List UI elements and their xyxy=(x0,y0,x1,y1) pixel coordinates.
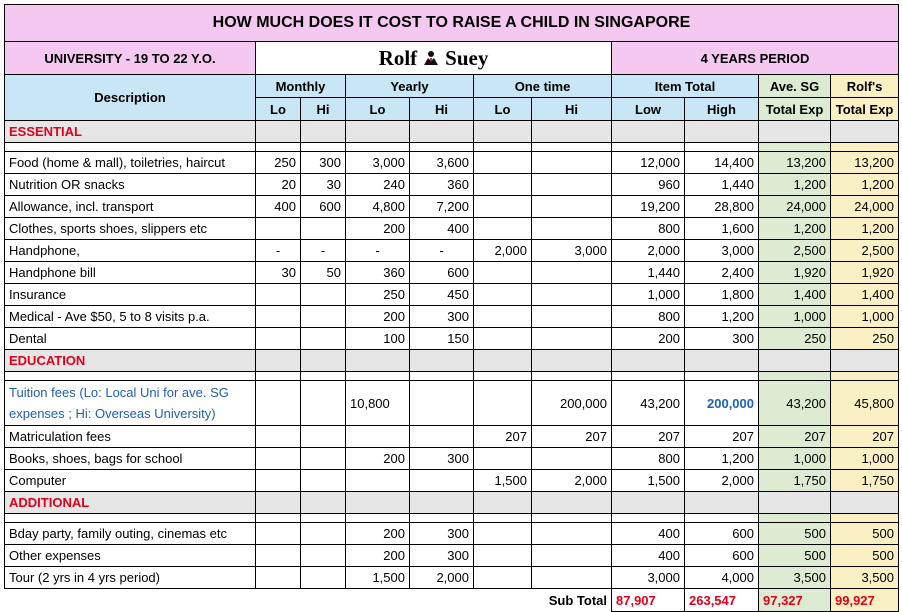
cell-y_hi: 150 xyxy=(410,328,474,350)
cell-m_hi xyxy=(301,284,346,306)
cell-o_hi xyxy=(532,152,612,174)
cell-ave: 1,000 xyxy=(759,306,831,328)
cell-o_lo xyxy=(474,545,532,567)
cell-y_lo: 200 xyxy=(346,218,410,240)
section-label-education: EDUCATION xyxy=(5,350,256,372)
spacer-row xyxy=(5,514,899,523)
table-row xyxy=(5,426,899,448)
cell-y_lo: 200 xyxy=(346,545,410,567)
spacer-cell xyxy=(759,372,831,381)
cell-high: 2,400 xyxy=(685,262,759,284)
cell-y_lo: 200 xyxy=(346,523,410,545)
section-fill xyxy=(685,350,759,372)
spacer-cell xyxy=(256,372,301,381)
cell-y_hi: 2,000 xyxy=(410,567,474,589)
header-onetime-hi: Hi xyxy=(532,98,612,121)
section-fill xyxy=(685,121,759,143)
cell-m_lo xyxy=(256,470,301,492)
section-fill xyxy=(256,121,301,143)
sheet-title: HOW MUCH DOES IT COST TO RAISE A CHILD IN SINGAPORE xyxy=(5,5,899,42)
section-fill xyxy=(346,350,410,372)
spacer-cell xyxy=(256,514,301,523)
cell-high: 300 xyxy=(685,328,759,350)
table-row xyxy=(5,174,899,196)
table-row xyxy=(5,328,899,350)
cell-y_hi: 600 xyxy=(410,262,474,284)
cell-ave: 13,200 xyxy=(759,152,831,174)
header-rolfs-total: Total Exp xyxy=(831,98,899,121)
cell-ave: 1,400 xyxy=(759,284,831,306)
header-total-low: Low xyxy=(612,98,685,121)
header-ave-sg: Ave. SG xyxy=(759,75,831,98)
cell-high: 600 xyxy=(685,545,759,567)
header-rolfs: Rolf's xyxy=(831,75,899,98)
section-fill xyxy=(831,492,899,514)
cell-y_hi: 450 xyxy=(410,284,474,306)
cell-ave: 1,200 xyxy=(759,218,831,240)
cell-rolf: 24,000 xyxy=(831,196,899,218)
subtotal-low: 87,907 xyxy=(612,589,685,612)
section-additional xyxy=(5,492,899,514)
cell-y_lo: 200 xyxy=(346,448,410,470)
cell-o_lo xyxy=(474,196,532,218)
cell-o_hi xyxy=(532,196,612,218)
header-monthly: Monthly xyxy=(256,75,346,98)
cell-m_lo xyxy=(256,284,301,306)
row-description: Tour (2 yrs in 4 yrs period) xyxy=(5,567,256,589)
cell-y_lo xyxy=(346,426,410,448)
row-description: Nutrition OR snacks xyxy=(5,174,256,196)
cell-rolf: 250 xyxy=(831,328,899,350)
row-description: Bday party, family outing, cinemas etc xyxy=(5,523,256,545)
row-description: Books, shoes, bags for school xyxy=(5,448,256,470)
cell-y_lo: 3,000 xyxy=(346,152,410,174)
cell-ave: 250 xyxy=(759,328,831,350)
cell-ave: 500 xyxy=(759,523,831,545)
cell-rolf: 45,800 xyxy=(831,381,899,426)
cell-m_hi xyxy=(301,218,346,240)
header-onetime-lo: Lo xyxy=(474,98,532,121)
spacer-cell xyxy=(301,372,346,381)
spacer-cell xyxy=(301,143,346,152)
cell-ave: 1,920 xyxy=(759,262,831,284)
cell-ave: 1,000 xyxy=(759,448,831,470)
cell-m_hi xyxy=(301,523,346,545)
cell-y_lo: 240 xyxy=(346,174,410,196)
section-fill xyxy=(410,121,474,143)
cell-m_hi xyxy=(301,470,346,492)
cell-low: 19,200 xyxy=(612,196,685,218)
cell-high: 207 xyxy=(685,426,759,448)
spacer-cell xyxy=(5,372,256,381)
spacer-cell xyxy=(831,514,899,523)
cost-table xyxy=(4,4,899,612)
cell-low: 800 xyxy=(612,448,685,470)
cell-o_lo xyxy=(474,567,532,589)
spacer-cell xyxy=(685,372,759,381)
header-ave-sg-total: Total Exp xyxy=(759,98,831,121)
row-description: Tuition fees (Lo: Local Uni for ave. SG expenses ; Hi: Overseas University) xyxy=(5,381,256,426)
cell-y_lo: 100 xyxy=(346,328,410,350)
cell-rolf: 1,200 xyxy=(831,218,899,240)
cell-low: 2,000 xyxy=(612,240,685,262)
row-description: Insurance xyxy=(5,284,256,306)
section-fill xyxy=(532,492,612,514)
section-label-essential: ESSENTIAL xyxy=(5,121,256,143)
table-row xyxy=(5,306,899,328)
section-fill xyxy=(474,121,532,143)
header-yearly: Yearly xyxy=(346,75,474,98)
subtotal-ave: 97,327 xyxy=(759,589,831,612)
section-fill xyxy=(759,121,831,143)
cell-m_lo xyxy=(256,328,301,350)
cell-ave: 207 xyxy=(759,426,831,448)
spacer-cell xyxy=(301,514,346,523)
cell-ave: 43,200 xyxy=(759,381,831,426)
cell-o_lo xyxy=(474,152,532,174)
cell-m_hi xyxy=(301,567,346,589)
section-fill xyxy=(410,492,474,514)
cell-ave: 1,750 xyxy=(759,470,831,492)
cell-m_hi: 300 xyxy=(301,152,346,174)
section-fill xyxy=(301,350,346,372)
row-description: Handphone, xyxy=(5,240,256,262)
cell-low: 1,000 xyxy=(612,284,685,306)
cell-m_lo: 30 xyxy=(256,262,301,284)
cell-m_lo: 20 xyxy=(256,174,301,196)
spacer-cell xyxy=(474,514,532,523)
cell-o_hi: 3,000 xyxy=(532,240,612,262)
cell-m_lo xyxy=(256,567,301,589)
section-label-additional: ADDITIONAL xyxy=(5,492,256,514)
cell-low: 1,500 xyxy=(612,470,685,492)
cell-y_hi: 300 xyxy=(410,306,474,328)
table-row xyxy=(5,284,899,306)
spacer-cell xyxy=(532,372,612,381)
cell-rolf: 1,400 xyxy=(831,284,899,306)
cell-ave: 500 xyxy=(759,545,831,567)
spacer-cell xyxy=(532,514,612,523)
age-stage-label: UNIVERSITY - 19 TO 22 Y.O. xyxy=(5,42,256,75)
cell-y_lo: 250 xyxy=(346,284,410,306)
section-fill xyxy=(685,492,759,514)
cell-o_lo: 2,000 xyxy=(474,240,532,262)
cell-low: 400 xyxy=(612,523,685,545)
table-row xyxy=(5,240,899,262)
cell-m_hi: - xyxy=(301,240,346,262)
cell-y_hi: 3,600 xyxy=(410,152,474,174)
section-fill xyxy=(301,492,346,514)
cell-y_lo: 360 xyxy=(346,262,410,284)
cell-m_lo xyxy=(256,448,301,470)
cell-y_hi: 300 xyxy=(410,545,474,567)
cell-m_hi: 50 xyxy=(301,262,346,284)
table-row xyxy=(5,262,899,284)
spacer-cell xyxy=(532,143,612,152)
cell-o_lo xyxy=(474,262,532,284)
row-description: Other expenses xyxy=(5,545,256,567)
spacer-cell xyxy=(346,514,410,523)
cell-m_lo xyxy=(256,218,301,240)
spacer-cell xyxy=(5,143,256,152)
cell-low: 960 xyxy=(612,174,685,196)
row-description: Handphone bill xyxy=(5,262,256,284)
cell-low: 43,200 xyxy=(612,381,685,426)
cell-o_hi xyxy=(532,218,612,240)
cell-low: 800 xyxy=(612,218,685,240)
spacer-cell xyxy=(5,514,256,523)
cell-rolf: 2,500 xyxy=(831,240,899,262)
cell-rolf: 1,920 xyxy=(831,262,899,284)
cell-m_hi xyxy=(301,448,346,470)
cell-high: 1,200 xyxy=(685,306,759,328)
spacer-row xyxy=(5,143,899,152)
row-description: Matriculation fees xyxy=(5,426,256,448)
table-row xyxy=(5,523,899,545)
cell-o_lo: 1,500 xyxy=(474,470,532,492)
cell-o_hi xyxy=(532,174,612,196)
header-monthly-lo: Lo xyxy=(256,98,301,121)
cell-o_lo xyxy=(474,448,532,470)
spacer-cell xyxy=(474,143,532,152)
cell-y_lo: 1,500 xyxy=(346,567,410,589)
section-fill xyxy=(474,492,532,514)
spacer-cell xyxy=(612,372,685,381)
cell-y_hi xyxy=(410,470,474,492)
cell-ave: 1,200 xyxy=(759,174,831,196)
cell-rolf: 1,200 xyxy=(831,174,899,196)
cell-ave: 3,500 xyxy=(759,567,831,589)
cell-rolf: 3,500 xyxy=(831,567,899,589)
person-icon xyxy=(423,50,439,66)
cell-o_hi: 200,000 xyxy=(532,381,612,426)
cell-o_hi: 2,000 xyxy=(532,470,612,492)
cell-o_lo xyxy=(474,306,532,328)
row-description: Computer xyxy=(5,470,256,492)
spacer-row xyxy=(5,372,899,381)
section-fill xyxy=(759,492,831,514)
cell-m_lo: - xyxy=(256,240,301,262)
cell-y_lo xyxy=(346,470,410,492)
cell-y_lo: 10,800 xyxy=(346,381,410,426)
cell-o_hi xyxy=(532,306,612,328)
cell-o_lo xyxy=(474,174,532,196)
cell-y_lo: - xyxy=(346,240,410,262)
subtotal-rolf: 99,927 xyxy=(831,589,899,612)
section-fill xyxy=(346,121,410,143)
table-row xyxy=(5,567,899,589)
header-item-total: Item Total xyxy=(612,75,759,98)
row-description: Medical - Ave $50, 5 to 8 visits p.a. xyxy=(5,306,256,328)
header-yearly-lo: Lo xyxy=(346,98,410,121)
cell-y_hi: 300 xyxy=(410,523,474,545)
cell-y_hi xyxy=(410,426,474,448)
cell-rolf: 1,000 xyxy=(831,448,899,470)
cell-m_lo xyxy=(256,426,301,448)
section-fill xyxy=(346,492,410,514)
cell-o_lo: 207 xyxy=(474,426,532,448)
cell-o_lo xyxy=(474,284,532,306)
brand-logo xyxy=(256,42,612,75)
cell-ave: 2,500 xyxy=(759,240,831,262)
cell-m_lo: 250 xyxy=(256,152,301,174)
spacer-cell xyxy=(612,514,685,523)
cell-m_hi xyxy=(301,328,346,350)
table-row xyxy=(5,381,899,426)
cell-y_hi: - xyxy=(410,240,474,262)
header-monthly-hi: Hi xyxy=(301,98,346,121)
cell-low: 1,440 xyxy=(612,262,685,284)
cell-m_lo xyxy=(256,306,301,328)
cell-o_hi xyxy=(532,262,612,284)
cell-o_lo xyxy=(474,381,532,426)
cell-m_lo xyxy=(256,545,301,567)
cell-o_hi xyxy=(532,328,612,350)
cell-low: 3,000 xyxy=(612,567,685,589)
cell-y_lo: 200 xyxy=(346,306,410,328)
cell-o_hi xyxy=(532,284,612,306)
cell-low: 200 xyxy=(612,328,685,350)
cell-o_hi xyxy=(532,523,612,545)
cell-o_hi xyxy=(532,545,612,567)
cell-low: 207 xyxy=(612,426,685,448)
section-fill xyxy=(759,350,831,372)
cell-ave: 24,000 xyxy=(759,196,831,218)
section-fill xyxy=(256,492,301,514)
cell-rolf: 1,000 xyxy=(831,306,899,328)
cell-high: 1,440 xyxy=(685,174,759,196)
cell-low: 12,000 xyxy=(612,152,685,174)
cell-high: 1,800 xyxy=(685,284,759,306)
spacer-cell xyxy=(256,143,301,152)
cell-m_hi: 600 xyxy=(301,196,346,218)
cell-o_hi xyxy=(532,567,612,589)
subtotal-row xyxy=(5,589,899,612)
cell-high: 14,400 xyxy=(685,152,759,174)
section-fill xyxy=(831,121,899,143)
header-onetime: One time xyxy=(474,75,612,98)
cell-rolf: 500 xyxy=(831,545,899,567)
subtotal-high: 263,547 xyxy=(685,589,759,612)
spacer-cell xyxy=(410,143,474,152)
row-description: Food (home & mall), toiletries, haircut xyxy=(5,152,256,174)
table-row xyxy=(5,152,899,174)
cell-m_hi xyxy=(301,426,346,448)
table-row xyxy=(5,448,899,470)
cell-y_hi: 400 xyxy=(410,218,474,240)
cell-high: 1,600 xyxy=(685,218,759,240)
cell-o_lo xyxy=(474,523,532,545)
spacer-cell xyxy=(410,514,474,523)
cell-low: 400 xyxy=(612,545,685,567)
spacer-cell xyxy=(346,143,410,152)
spacer-cell xyxy=(685,514,759,523)
row-description: Allowance, incl. transport xyxy=(5,196,256,218)
cell-o_lo xyxy=(474,218,532,240)
cell-high: 4,000 xyxy=(685,567,759,589)
section-fill xyxy=(474,350,532,372)
header-yearly-hi: Hi xyxy=(410,98,474,121)
cell-m_hi: 30 xyxy=(301,174,346,196)
cell-y_hi: 300 xyxy=(410,448,474,470)
cell-m_lo: 400 xyxy=(256,196,301,218)
section-fill xyxy=(612,492,685,514)
cell-rolf: 500 xyxy=(831,523,899,545)
cell-high: 600 xyxy=(685,523,759,545)
table-row xyxy=(5,218,899,240)
row-description: Dental xyxy=(5,328,256,350)
table-row xyxy=(5,470,899,492)
section-fill xyxy=(612,121,685,143)
cell-rolf: 1,750 xyxy=(831,470,899,492)
spacer-cell xyxy=(474,372,532,381)
section-fill xyxy=(532,121,612,143)
cell-o_hi xyxy=(532,448,612,470)
cell-rolf: 207 xyxy=(831,426,899,448)
cell-m_lo xyxy=(256,381,301,426)
cell-high: 200,000 xyxy=(685,381,759,426)
cell-m_hi xyxy=(301,306,346,328)
section-fill xyxy=(256,350,301,372)
cell-rolf: 13,200 xyxy=(831,152,899,174)
section-essential xyxy=(5,121,899,143)
cell-m_hi xyxy=(301,381,346,426)
cell-m_lo xyxy=(256,523,301,545)
spacer-cell xyxy=(685,143,759,152)
spacer-cell xyxy=(759,514,831,523)
spacer-cell xyxy=(831,372,899,381)
period-label: 4 YEARS PERIOD xyxy=(612,42,899,75)
section-fill xyxy=(410,350,474,372)
section-fill xyxy=(831,350,899,372)
logo-right-text: Suey xyxy=(445,45,489,70)
table-row xyxy=(5,545,899,567)
cell-high: 3,000 xyxy=(685,240,759,262)
section-education xyxy=(5,350,899,372)
section-fill xyxy=(532,350,612,372)
subtotal-label: Sub Total xyxy=(5,589,612,612)
spacer-cell xyxy=(346,372,410,381)
spacer-cell xyxy=(410,372,474,381)
cell-y_hi: 360 xyxy=(410,174,474,196)
cell-o_hi: 207 xyxy=(532,426,612,448)
cell-y_hi: 7,200 xyxy=(410,196,474,218)
header-description: Description xyxy=(5,75,256,121)
cell-y_hi xyxy=(410,381,474,426)
table-row xyxy=(5,196,899,218)
cell-high: 1,200 xyxy=(685,448,759,470)
spacer-cell xyxy=(759,143,831,152)
cell-high: 2,000 xyxy=(685,470,759,492)
spacer-cell xyxy=(831,143,899,152)
row-description: Clothes, sports shoes, slippers etc xyxy=(5,218,256,240)
cell-high: 28,800 xyxy=(685,196,759,218)
cell-low: 800 xyxy=(612,306,685,328)
header-total-high: High xyxy=(685,98,759,121)
cell-y_lo: 4,800 xyxy=(346,196,410,218)
spacer-cell xyxy=(612,143,685,152)
cell-m_hi xyxy=(301,545,346,567)
cell-o_lo xyxy=(474,328,532,350)
logo-left-text: Rolf xyxy=(378,45,418,70)
section-fill xyxy=(301,121,346,143)
section-fill xyxy=(612,350,685,372)
